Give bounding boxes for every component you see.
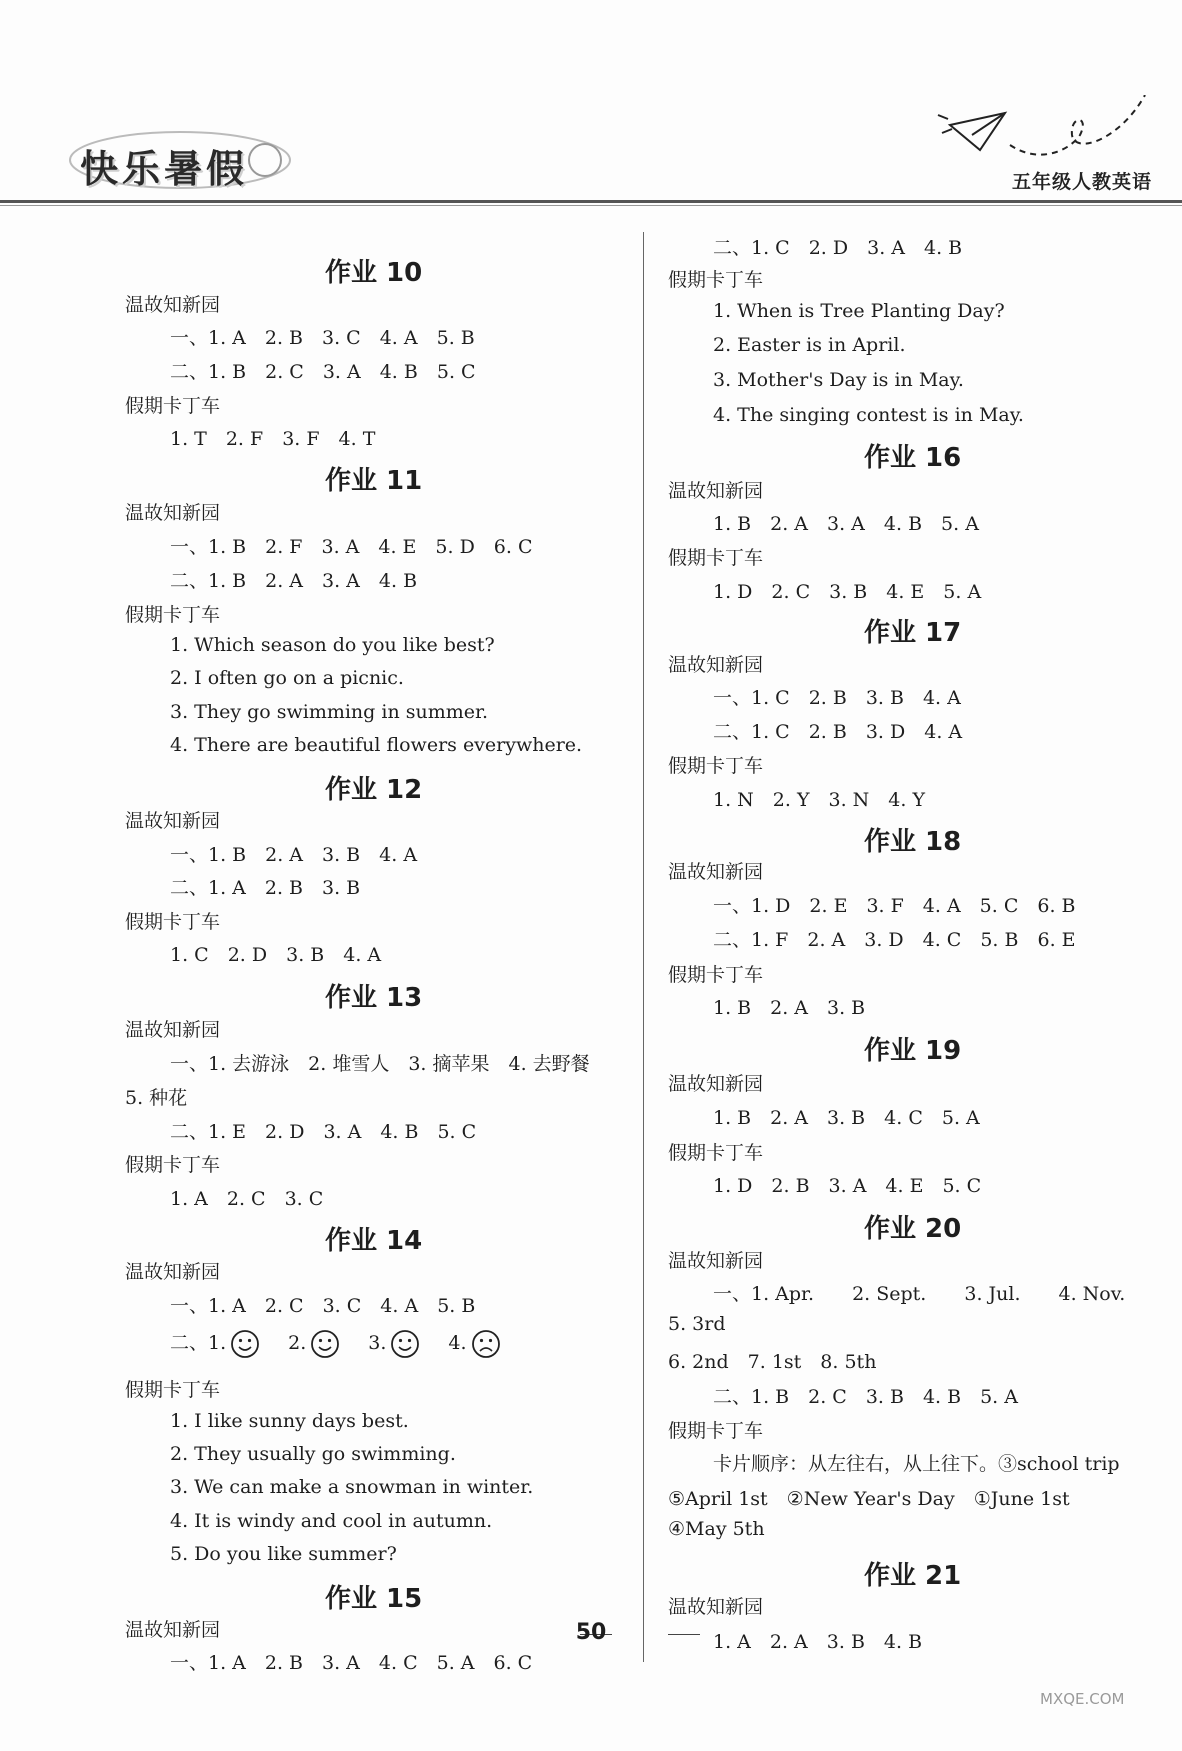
section-label: 假期卡丁车 [668,755,764,777]
answer-line: 3. We can make a snowman in winter. [170,1476,534,1498]
answer-line: 4. There are beautiful flowers everywhere. [170,734,583,756]
answer-line: 一、1. D 2. E 3. F 4. A 5. C 6. B [713,895,1076,917]
answer-line: 1. N 2. Y 3. N 4. Y [713,789,926,811]
homework-heading: 作业 14 [325,1226,423,1256]
smiley-face-icon [390,1329,420,1359]
book-logo: 快乐暑假 [80,147,249,191]
answer-line: 1. Which season do you like best? [170,634,495,656]
answer-line: 1. C 2. D 3. B 4. A [170,944,382,966]
section-label: 温故知新园 [125,810,221,832]
smiley-face-icon [230,1329,260,1359]
answer-line: 6. 2nd 7. 1st 8. 5th [668,1351,877,1373]
header-rule-thin [0,205,1182,206]
homework-heading: 作业 19 [864,1036,962,1066]
section-label: 假期卡丁车 [668,964,764,986]
section-label: 假期卡丁车 [668,1420,764,1442]
answer-line: 5. Do you like summer? [170,1543,397,1565]
answer-line: 二、1. E 2. D 3. A 4. B 5. C [170,1121,477,1143]
answer-line: 二、1. B 2. A 3. A 4. B [170,570,418,592]
answer-line: 一、1. B 2. F 3. A 4. E 5. D 6. C [170,536,533,558]
answer-line: 一、1. Apr. 2. Sept. 3. Jul. 4. Nov. [713,1283,1126,1305]
answer-line: 5. 种花 [125,1087,188,1109]
section-label: 温故知新园 [125,502,221,524]
answer-number: 4. [448,1332,467,1354]
section-label: 假期卡丁车 [125,395,221,417]
section-label: 假期卡丁车 [668,547,764,569]
section-label: 假期卡丁车 [125,1154,221,1176]
answer-line: 一、1. A 2. C 3. C 4. A 5. B [170,1295,476,1317]
section-label: 温故知新园 [668,861,764,883]
section-label: 假期卡丁车 [125,911,221,933]
section-label: 温故知新园 [668,654,764,676]
answer-line: 1. I like sunny days best. [170,1410,409,1432]
homework-heading: 作业 12 [325,775,423,805]
homework-heading: 作业 16 [864,443,962,473]
answer-line: 5. 3rd [668,1313,726,1335]
homework-heading: 作业 17 [864,618,962,648]
answer-number: 二、1. [170,1332,227,1354]
homework-heading: 作业 13 [325,983,423,1013]
answer-line: 1. When is Tree Planting Day? [713,300,1005,322]
answer-line: 1. B 2. A 3. B 4. C 5. A [713,1107,980,1129]
section-label: 温故知新园 [668,480,764,502]
page-number: 50 [575,1620,607,1645]
sad-face-icon [471,1329,501,1359]
section-label: 温故知新园 [125,1019,221,1041]
answer-line: 1. B 2. A 3. A 4. B 5. A [713,513,979,535]
section-label: 假期卡丁车 [668,1142,764,1164]
homework-heading: 作业 11 [325,466,423,496]
answer-line: 2. I often go on a picnic. [170,667,404,689]
answer-line: ⑤April 1st ②New Year's Day ①June 1st [668,1488,1070,1510]
answer-line: 二、1. B 2. C 3. A 4. B 5. C [170,361,476,383]
answer-line: 二、1. C 2. D 3. A 4. B [713,237,963,259]
answer-line: 二、1. F 2. A 3. D 4. C 5. B 6. E [713,929,1076,951]
answer-line: 1. T 2. F 3. F 4. T [170,428,376,450]
answer-line: 1. D 2. C 3. B 4. E 5. A [713,581,982,603]
section-label: 假期卡丁车 [125,604,221,626]
answer-line: 一、1. A 2. B 3. C 4. A 5. B [170,327,475,349]
answer-line: 1. A 2. A 3. B 4. B [713,1631,923,1653]
answer-number: 3. [368,1332,387,1354]
section-label: 温故知新园 [668,1596,764,1618]
section-label: 温故知新园 [668,1073,764,1095]
section-label: 温故知新园 [125,1261,221,1283]
answer-line: 1. A 2. C 3. C [170,1188,324,1210]
homework-heading: 作业 15 [325,1584,423,1614]
face-answer-line [170,1328,501,1359]
answer-line: 1. D 2. B 3. A 4. E 5. C [713,1175,982,1197]
answer-line: 4. The singing contest is in May. [713,404,1024,426]
section-label: 温故知新园 [668,1250,764,1272]
section-label: 温故知新园 [125,1619,221,1641]
answer-line: 一、1. A 2. B 3. A 4. C 5. A 6. C [170,1652,533,1674]
homework-heading: 作业 21 [864,1561,962,1591]
answer-line: 4. It is windy and cool in autumn. [170,1510,493,1532]
section-label: 假期卡丁车 [668,269,764,291]
answer-line: ④May 5th [668,1518,765,1540]
answer-line: 2. Easter is in April. [713,334,906,356]
answer-line: 二、1. B 2. C 3. B 4. B 5. A [713,1386,1018,1408]
homework-heading: 作业 18 [864,827,962,857]
answer-line: 二、1. A 2. B 3. B [170,877,361,899]
header-rule [0,200,1182,203]
answer-line: 3. They go swimming in summer. [170,701,489,723]
paper-plane-icon [930,95,1160,175]
smiley-face-icon [310,1329,340,1359]
subject-label: 五年级人教英语 [1011,171,1152,193]
section-label: 温故知新园 [125,294,221,316]
answer-line: 3. Mother's Day is in May. [713,369,964,391]
section-label: 假期卡丁车 [125,1379,221,1401]
answer-line: 2. They usually go swimming. [170,1443,456,1465]
watermark: MXQE.COM [1040,1690,1125,1708]
answer-line: 卡片顺序：从左往右，从上往下。③school trip [713,1453,1120,1475]
homework-heading: 作业 20 [864,1214,962,1244]
answer-number: 2. [288,1332,307,1354]
answer-line: 一、1. C 2. B 3. B 4. A [713,687,961,709]
answer-line: 二、1. C 2. B 3. D 4. A [713,721,963,743]
answer-line: 一、1. B 2. A 3. B 4. A [170,844,418,866]
column-divider [643,232,644,1662]
homework-heading: 作业 10 [325,258,423,288]
answer-line: 1. B 2. A 3. B [713,997,866,1019]
page-number-dash-right [668,1634,700,1635]
answer-line: 一、1. 去游泳 2. 堆雪人 3. 摘苹果 4. 去野餐 [170,1053,590,1075]
